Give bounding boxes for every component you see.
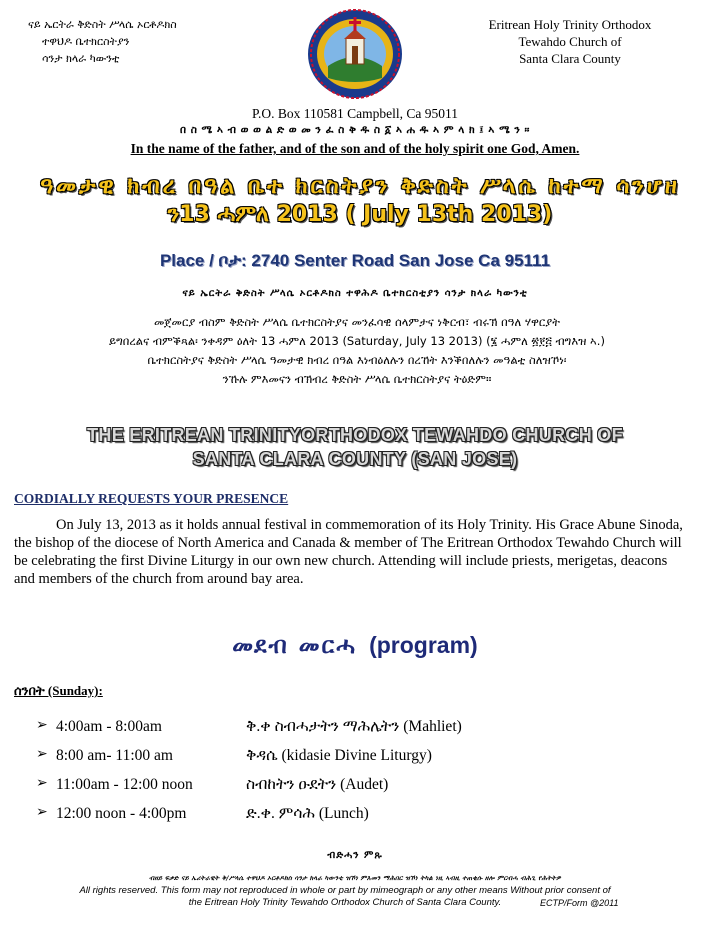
event-title-tigrinya: ዓመታዊ ክብረ በዓል ቤተ ክርስትያን ቅድስት ሥላሴ ከተማ ሳንሆዘ bbox=[40, 174, 680, 199]
closing-greeting: ብድሓን ምጹ bbox=[327, 850, 383, 861]
church-name-line: THE ERITREAN TRINITYORTHODOX TEWAHDO CHURCH OF bbox=[87, 425, 623, 445]
invitation-paragraph-text: On July 13, 2013 as it holds annual festival in commemoration of its Holy Trinity. His Grace Abune Sinoda, the bishop of the diocese of North America and Canada & member of The Eritrean Orthodox Tewahdo Church will be celebrating the first Divine Liturgy in our own new church. Attending will include priests, merigetas, deacons and members of the church from around bay area. bbox=[14, 517, 683, 587]
header-right-line: Tewahdo Church of bbox=[518, 34, 622, 49]
event-date-line: ን13 ሓምለ 2013 ( July 13th 2013) bbox=[167, 202, 553, 227]
event-place: Place / ቦታ: 2740 Senter Road San Jose Ca 95111 bbox=[159, 251, 551, 270]
schedule-time: 11:00am - 12:00 noon bbox=[56, 776, 193, 793]
header-right-line: Eritrean Holy Trinity Orthodox bbox=[488, 17, 652, 32]
tigrinya-paragraph-line: ንኹሉ ምእመናን ብኽብረ ቅድስት ሥላሴ ቤተክርስትያና ትዕድም። bbox=[222, 372, 492, 386]
schedule-activity: ቅ.ቀ ስብሓታትን ማሕሌትን (Mahliet) bbox=[246, 718, 462, 735]
schedule-activity: ድ.ቀ. ምሳሕ (Lunch) bbox=[246, 805, 369, 822]
church-seal-icon bbox=[306, 8, 404, 100]
schedule-activity: ስብከትን ዑደትን (Audet) bbox=[246, 776, 389, 793]
schedule-item bbox=[36, 718, 676, 747]
program-schedule bbox=[36, 718, 676, 834]
invocation-tigrinya: በ ስ ሜ ኣ ብ ወ ወ ል ድ ወ መ ን ፈ ስ ቅ ዱ ስ ፩ ኣ ሐ ዱ ኣ ም ላ ክ ፤ ኣ ሜ ን ። bbox=[180, 124, 530, 136]
arrow-bullet-icon: ➢ bbox=[36, 717, 48, 733]
arrow-bullet-icon: ➢ bbox=[36, 775, 48, 791]
tigrinya-paragraph bbox=[22, 313, 692, 389]
rights-notice-line: All rights reserved. This form may not reproduced in whole or part by mimeograph or any other means Without prior consent of bbox=[79, 885, 611, 896]
po-box-address: P.O. Box 110581 Campbell, Ca 95011 bbox=[251, 106, 458, 121]
arrow-bullet-icon: ➢ bbox=[36, 746, 48, 762]
program-title-english: (program) bbox=[369, 632, 478, 658]
schedule-item bbox=[36, 747, 676, 776]
schedule-item bbox=[36, 805, 676, 834]
schedule-time: 4:00am - 8:00am bbox=[56, 718, 162, 735]
tigrinya-paragraph-line: መጀመርያ ብስም ቅድስት ሥላሴ ቤተክርስትያና መንፈሳዊ ሰላምታና ነቅርብ፣ ብሩኽ በዓለ ሃዋርያት bbox=[154, 315, 560, 329]
invitation-heading: CORDIALLY REQUESTS YOUR PRESENCE bbox=[14, 491, 289, 506]
organization-tigrinya: ናይ ኤርትራ ቅድስት ሥላሴ ኦርቶዶክስ ተዋሕዶ ቤተክርስቲያን ሳንታ ክላራ ካውንቲ bbox=[182, 288, 528, 299]
arrow-bullet-icon: ➢ bbox=[36, 804, 48, 820]
header-right-line: Santa Clara County bbox=[519, 51, 621, 66]
rights-notice-tigrinya: ብዘይ ፍቃድ ናይ ኤሪትራዊት ቅ/ሥላሴ ተዋህዶ ኦርቶዶክስ ሳንታ ክላራ ካውንቲ ዝኾነ ምእመን ማሕበር ዝኾነ ትካል ነዚ ኣብዚ ተጠቂሱ ዘሎ ምርብሓ ብሕጊ የሕትትዎ bbox=[149, 874, 561, 882]
header-left-tigrinya bbox=[28, 16, 258, 67]
form-reference: ECTP/Form @2011 bbox=[540, 898, 619, 908]
church-name-line: SANTA CLARA COUNTY (SAN JOSE) bbox=[192, 449, 518, 469]
rights-notice-line: the Eritrean Holy Trinity Tewahdo Orthodox Church of Santa Clara County. bbox=[188, 897, 502, 908]
invitation-paragraph bbox=[14, 516, 690, 588]
header-left-line: ሳንታ ክላራ ካውንቲ bbox=[42, 52, 120, 65]
schedule-time: 8:00 am- 11:00 am bbox=[56, 747, 173, 764]
schedule-item bbox=[36, 776, 676, 805]
schedule-time: 12:00 noon - 4:00pm bbox=[56, 805, 187, 822]
tigrinya-paragraph-line: ቤተክርስትያና ቅድስት ሥላሴ ዓመታዊ ክብረ በዓል እነብዕለሉን በረኸት እንቕበለሉን መዓልቲ ስለዝኾነ፡ bbox=[147, 353, 567, 367]
program-day-label: ሰንበት (Sunday): bbox=[14, 683, 103, 698]
program-title-tigrinya: መደብ መርሓ bbox=[232, 633, 358, 659]
header-left-line: ናይ ኤርትራ ቅድስት ሥላሴ ኦርቶዶክስ bbox=[28, 18, 177, 31]
program-title bbox=[0, 632, 710, 659]
schedule-activity: ቅዳሴ (kidasie Divine Liturgy) bbox=[246, 747, 432, 764]
invocation-english: In the name of the father, and of the son and of the holy spirit one God, Amen. bbox=[130, 141, 580, 156]
church-name-heading bbox=[0, 423, 710, 471]
tigrinya-paragraph-line: ይግበረልና ብምቕጻል፡ ንቀዳም ዕለት 13 ሓምለ 2013 (Saturday, July 13 2013) (፮ ሓምለ ፳፻፭ ብግእዝ ኣ.) bbox=[109, 334, 605, 348]
header-left-line: ተዋህዶ ቤተክርስትያን bbox=[42, 35, 130, 48]
header-right-english bbox=[455, 16, 685, 67]
